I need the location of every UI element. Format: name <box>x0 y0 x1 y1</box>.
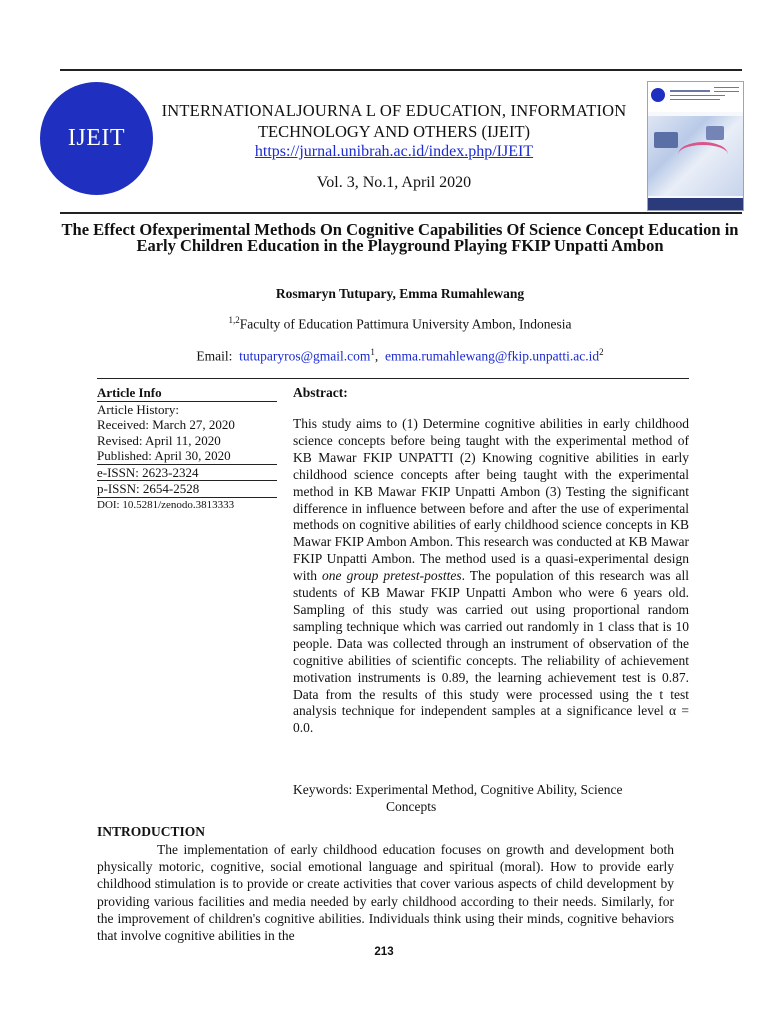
e-issn: e-ISSN: 2623-2324 <box>97 464 277 481</box>
article-authors: Rosmaryn Tutupary, Emma Rumahlewang <box>275 286 525 301</box>
journal-cover-image <box>647 81 744 211</box>
email-bottom-rule <box>97 378 689 379</box>
journal-volume: Vol. 3, No.1, April 2020 <box>316 174 472 191</box>
email-1-superscript: 1 <box>370 347 375 357</box>
doi: DOI: 10.5281/zenodo.3813333 <box>97 497 277 514</box>
journal-title <box>140 100 648 142</box>
header-bottom-rule <box>60 212 742 214</box>
keywords <box>293 782 689 815</box>
email-link-2[interactable]: emma.rumahlewang@fkip.unpatti.ac.id <box>385 348 600 364</box>
p-issn: p-ISSN: 2654-2528 <box>97 480 277 497</box>
journal-logo <box>40 82 153 195</box>
article-history-label: Article History: <box>97 401 179 417</box>
abstract-text <box>293 416 689 737</box>
article-title: The Effect Ofexperimental Methods On Cognitive Capabilities Of Science Concept Education in Early Children Education in the Playground Playing FKIP Unpatti Ambon <box>61 220 739 255</box>
page-number: 213 <box>374 946 394 958</box>
article-affiliation <box>60 315 740 333</box>
logo-text: IJEIT <box>67 125 126 151</box>
published-date: Published: April 30, 2020 <box>97 448 231 463</box>
email-separator: , <box>374 348 379 364</box>
abstract-text-italic: one group pretest-posttes <box>322 568 462 584</box>
affiliation-text: Faculty of Education Pattimura University Ambon, Indonesia <box>239 316 572 332</box>
author-emails <box>60 347 740 365</box>
email-link-1[interactable]: tutuparyros@gmail.com <box>239 348 371 364</box>
abstract-text-part1: This study aims to (1) Determine cognitive abilities in early childhood science concepts before being taught with the experimental method of KB Mawar FKIP UNPATTI (2) Knowing cognitive abilities in early childhood science concepts after being taught with the experimental method in KB Mawar FKIP Unpatti Ambon (3) Testing the significant difference in influence between before and after the use of experimental methods on cognitive abilities of early childhood science concepts in KB Mawar FKIP Ambon Ambon. This research was conducted at KB Mawar FKIP Unpatti Ambon. The method used is a quasi-experimental design with <box>293 416 689 584</box>
header-top-rule <box>60 69 742 71</box>
journal-url-link[interactable]: https://jurnal.unibrah.ac.id/index.php/IJEIT <box>254 143 534 160</box>
affiliation-superscript: 1,2 <box>228 315 240 325</box>
keywords-line2: Concepts <box>386 798 437 814</box>
keywords-line1: Keywords: Experimental Method, Cognitive Ability, Science <box>293 782 623 797</box>
article-info-heading: Article Info <box>97 385 277 402</box>
abstract-heading: Abstract: <box>293 385 348 400</box>
received-date: Received: March 27, 2020 <box>97 417 235 432</box>
journal-title-line2: TECHNOLOGY AND OTHERS (IJEIT) <box>257 122 531 141</box>
cover-laptop-icon <box>654 132 678 148</box>
cover-logo-icon <box>651 88 665 102</box>
email-2-superscript: 2 <box>599 347 604 357</box>
introduction-heading: INTRODUCTION <box>97 824 206 839</box>
abstract-text-part2: . The population of this research was all students of KB Mawar FKIP Unpatti Ambon who were 6 years old. Sampling of this study was carried out using proportional random sampling technique which was carried out randomly in 1 class that is 10 people. Data was collected through an instrument of observation of the cognitive abilities of scientific concepts. The reliability of achievement motivation instruments is 0.89, the learning achievement test is 0.87. Data from the results of this study were processed using the t test analysis technique for independent samples at a significance level α = 0.0. <box>293 568 689 736</box>
introduction-text: The implementation of early childhood education focuses on growth and development both physically motoric, cognitive, social emotional language and spiritual (moral). How to provide early childhood stimulation is to provide or create activities that cover various aspects of child development by providing various facilities and media needed by early childhood according to their needs. Similarly, for the improvement of children's cognitive abilities. Individuals think using their minds, cognitive behaviors that involve cognitive abilities in the <box>97 842 674 944</box>
journal-title-line1: INTERNATIONALJOURNA L OF EDUCATION, INFORMATION <box>161 101 627 120</box>
article-info-panel <box>97 385 277 513</box>
cover-monitor-icon <box>706 126 724 140</box>
revised-date: Revised: April 11, 2020 <box>97 432 221 448</box>
email-label: Email: <box>196 348 233 364</box>
